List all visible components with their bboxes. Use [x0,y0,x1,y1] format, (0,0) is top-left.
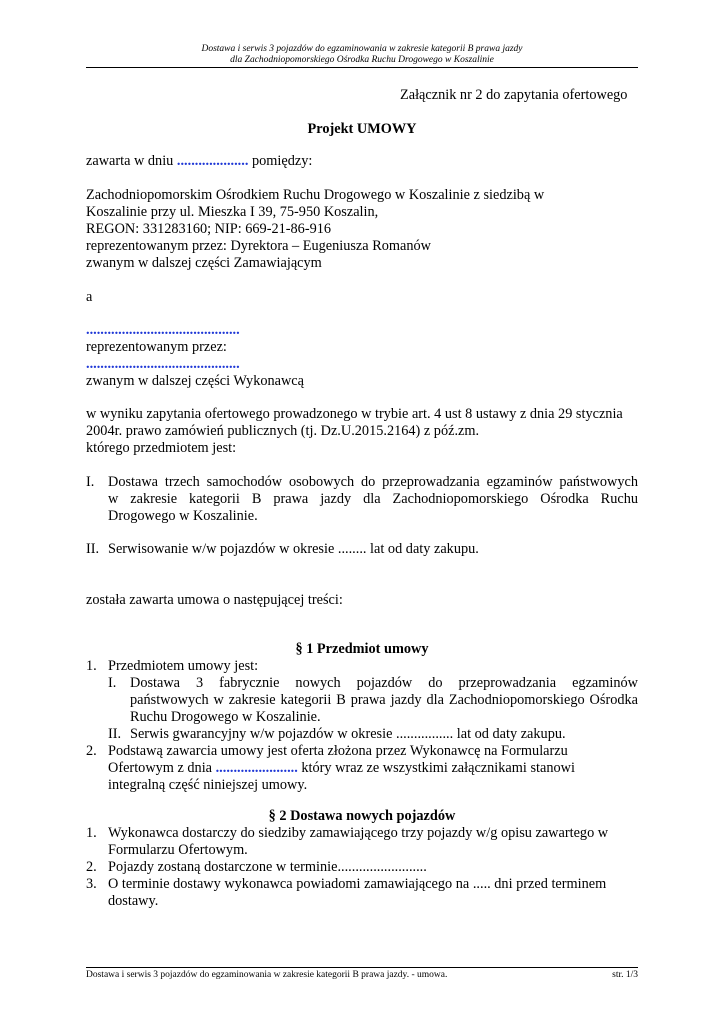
header-divider [86,67,638,68]
section2-title: § 2 Dostawa nowych pojazdów [268,808,456,824]
party1-line-4: reprezentowanym przez: Dyrektora – Eugeniusza Romanów [86,238,431,254]
party2-represented: reprezentowanym przez: [86,339,227,355]
subject-1-line-2: w zakresie kategorii B prawa jazdy dla Zachodniopomorskiego Ośrodka Ruchu [108,491,638,507]
conjunction-and: a [86,289,93,305]
party1-line-3: REGON: 331283160; NIP: 669-21-86-916 [86,221,332,237]
s2-item2-number: 2. [86,859,97,875]
document-title: Projekt UMOWY [307,121,417,137]
concluded-prefix: zawarta w dniu [86,153,177,169]
result-line-2: 2004r. prawo zamówień publicznych (tj. Dz.U.2015.2164) z póź.zm. [86,423,480,439]
party2-called: zwanym w dalszej części Wykonawcą [86,373,304,389]
subject-1-line-1: Dostawa trzech samochodów osobowych do przeprowadzania egzaminów państwowych [108,474,638,490]
subject-2-number: II. [86,541,100,557]
contractor-name-placeholder: ........................................... [86,322,240,338]
s1-item1-number: 1. [86,658,97,674]
s2-item3-line-2: dostawy. [108,893,159,909]
attachment-label: Załącznik nr 2 do zapytania ofertowego [400,87,628,103]
representative-placeholder: ........................................... [86,356,240,372]
footer-text: Dostawa i serwis 3 pojazdów do egzaminowania w zakresie kategorii B prawa jazdy. - umowa. [86,970,448,980]
page-number: str. 1/3 [612,970,638,980]
concluded-line [86,153,312,170]
subject-2-line-1: Serwisowanie w/w pojazdów w okresie ........ lat od daty zakupu. [108,541,479,557]
s2-item1-number: 1. [86,825,97,841]
s2-item1-line-2: Formularzu Ofertowym. [108,842,248,858]
concluded-suffix: pomiędzy: [248,153,313,169]
footer-divider [86,967,638,968]
s1-item2-line-2 [108,760,575,777]
s2-item2-line-1: Pojazdy zostaną dostarczone w terminie......................... [108,859,427,875]
section1-title: § 1 Przedmiot umowy [295,641,429,657]
s1-item2-line-1: Podstawą zawarcia umowy jest oferta złożona przez Wykonawcę na Formularzu [108,743,568,759]
s1-item2-prefix: Ofertowym z dnia [108,760,216,776]
subject-1-line-3: Drogowego w Koszalinie. [108,508,258,524]
s1-sub1-line-1: Dostawa 3 fabrycznie nowych pojazdów do przeprowadzania egzaminów [130,675,638,691]
s1-sub1-number: I. [108,675,117,691]
s2-item3-line-1: O terminie dostawy wykonawca powiadomi zamawiającego na ..... dni przed terminem [108,876,607,892]
party1-line-5: zwanym w dalszej części Zamawiającym [86,255,322,271]
s1-sub1-line-3: Ruchu Drogowego w Koszalinie. [130,709,321,725]
subject-1-number: I. [86,474,95,490]
result-line-1: w wyniku zapytania ofertowego prowadzonego w trybie art. 4 ust 8 ustawy z dnia 29 stycznia [86,406,623,422]
s2-item3-number: 3. [86,876,97,892]
concluded-content: została zawarta umowa o następującej treści: [86,592,343,608]
date-placeholder: .................... [176,153,249,169]
s1-item2-line-3: integralną część niniejszej umowy. [108,777,308,793]
party1-line-2: Koszalinie przy ul. Mieszka I 39, 75-950 Koszalin, [86,204,379,220]
party1-line-1: Zachodniopomorskim Ośrodkiem Ruchu Drogowego w Koszalinie z siedzibą w [86,187,545,203]
s1-item2-number: 2. [86,743,97,759]
s1-sub1-line-2: państwowych w zakresie kategorii B prawa jazdy dla Zachodniopomorskiego Ośrodka [130,692,638,708]
s2-item1-line-1: Wykonawca dostarczy do siedziby zamawiającego trzy pojazdy w/g opisu zawartego w [108,825,609,841]
s1-item2-suffix: który wraz ze wszystkimi załącznikami stanowi [297,760,575,776]
offer-date-placeholder: ....................... [215,760,298,776]
result-line-3: którego przedmiotem jest: [86,440,237,456]
header-line-2: dla Zachodniopomorskiego Ośrodka Ruchu Drogowego w Koszalinie [230,55,494,65]
s1-sub2-line-1: Serwis gwarancyjny w/w pojazdów w okresie ................ lat od daty zakupu. [130,726,566,742]
s1-sub2-number: II. [108,726,122,742]
s1-item1-text: Przedmiotem umowy jest: [108,658,259,674]
header-line-1: Dostawa i serwis 3 pojazdów do egzaminowania w zakresie kategorii B prawa jazdy [201,44,523,54]
